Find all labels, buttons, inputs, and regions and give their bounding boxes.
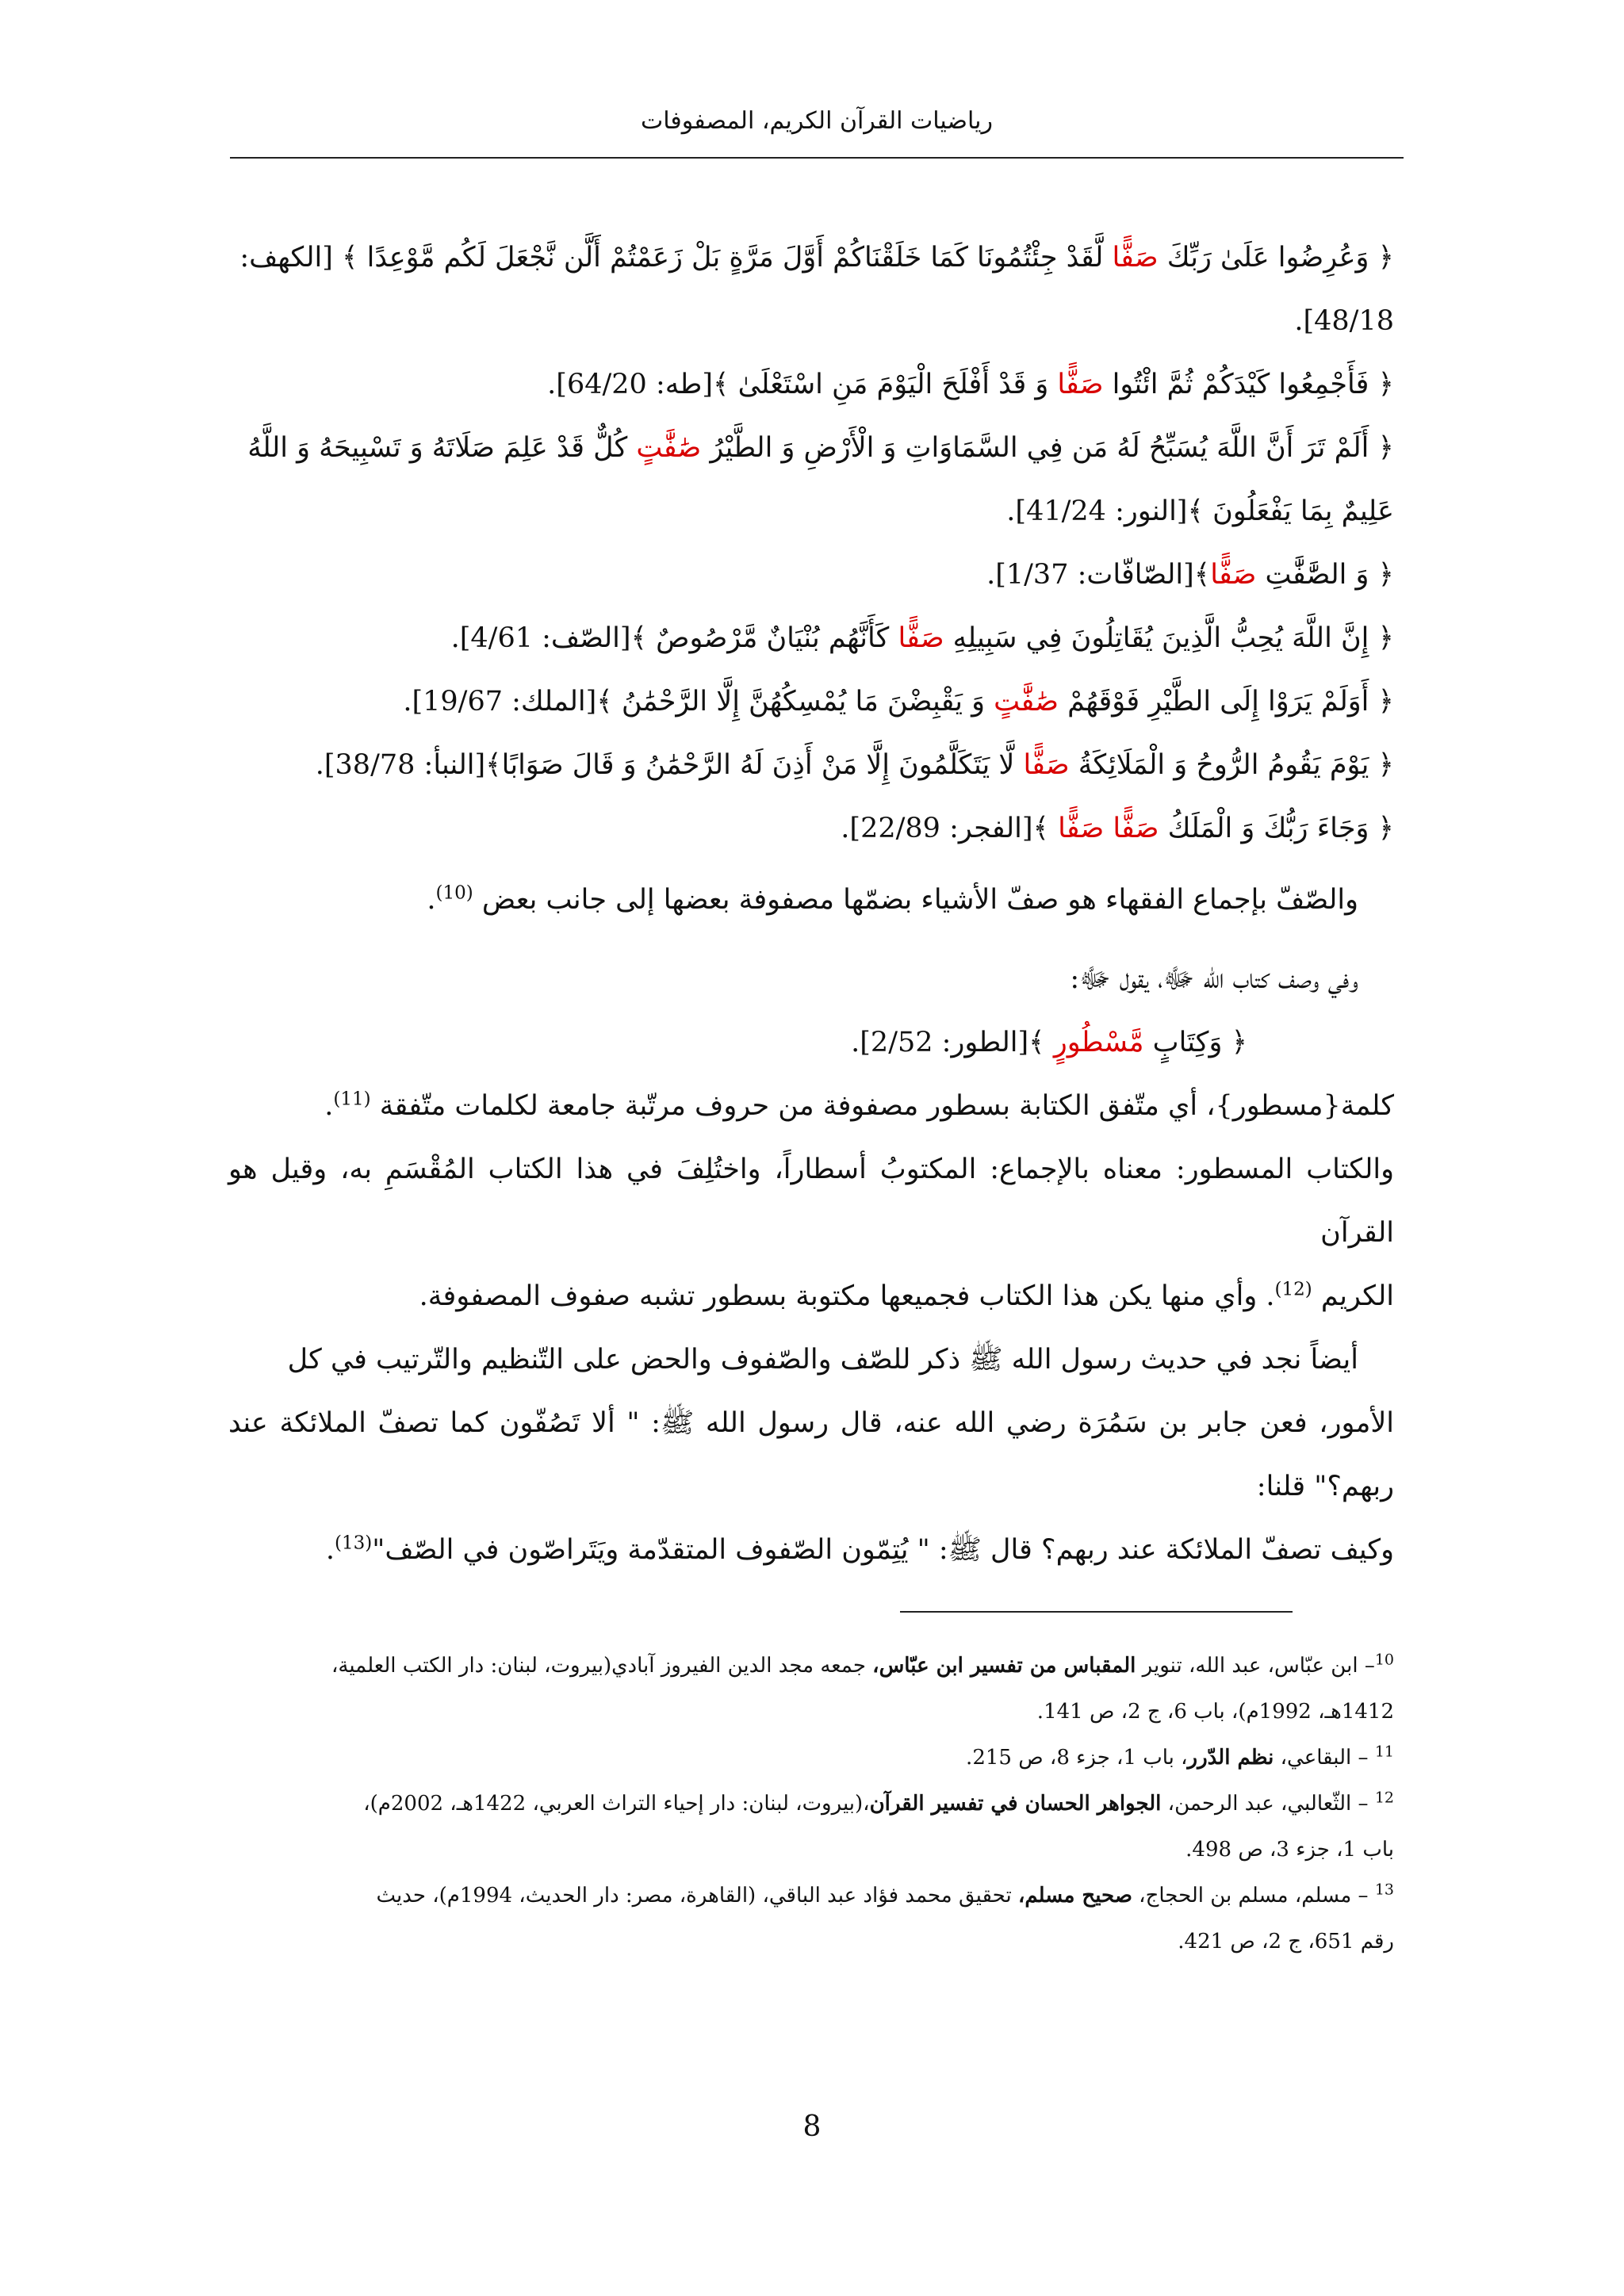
footnote-13 [228, 1873, 1394, 1965]
highlighted-word: صَفًّا [1023, 749, 1070, 781]
verse-text: ﴾[الفجر: 22/89]. [841, 813, 1059, 844]
verse-text: ﴾[الصّافّات: 1/37]. [986, 559, 1211, 591]
paragraph-text: الكريم [1320, 1280, 1394, 1312]
footnote-separator [900, 1611, 1293, 1613]
highlighted-word: صَٰفَّٰتٍ [636, 432, 702, 464]
highlighted-word: صَٰفَّٰتٍ [994, 686, 1059, 718]
paragraph-saff-definition [228, 868, 1394, 932]
paragraph-text: . [325, 1534, 335, 1566]
verse-text: لَّا يَتَكَلَّمُونَ إِلَّا مَنْ أَذِنَ لَهُ الرَّحْمَٰنُ وَ قَالَ صَوَابًا﴾[النبأ: 38/78]. [315, 749, 1024, 781]
paragraph-text: . [427, 884, 436, 916]
paragraph-kitab-mastur-continuation [228, 1265, 1394, 1328]
paragraph-hadith: أيضاً نجد في حديث رسول الله ﷺ ذكر للصّف والصّفوف والحض على التّنظيم والتّرتيب في كل [287, 1344, 1358, 1376]
verse-text: ﴿ وَ الصَّٰفَّٰتِ [1256, 559, 1394, 591]
footnote-12 [228, 1781, 1394, 1873]
footnote-number: 13 [1374, 1881, 1394, 1899]
verse-text: ﴿ أَلَمْ تَرَ أَنَّ اللَّهَ يُسَبِّحُ لَهُ مَن فِي السَّمَاوَاتِ وَ الْأَرْضِ وَ الطَّيْرُ [701, 432, 1394, 464]
verse-text: لَّقَدْ جِئْتُمُونَا كَمَا خَلَقْنَاكُمْ أَوَّلَ مَرَّةٍ بَلْ زَعَمْتُمْ أَلَّن نَّجْعَلَ لَكُم مَّوْعِدًا ﴾ [الكهف: [239, 242, 1113, 274]
footnote-text: رقم 651، ج 2، ص 421. [1178, 1930, 1394, 1954]
verse-text: ﴿ إِنَّ اللَّهَ يُحِبُّ الَّذِينَ يُقَاتِلُونَ فِي سَبِيلِهِ [944, 622, 1394, 654]
footnote-text: ، باب 1، جزء 8، ص 215. [966, 1746, 1188, 1770]
verse-saffat [228, 543, 1394, 607]
highlighted-word: صَفًّا [1210, 559, 1257, 591]
verse-text: ﴿ فَأَجْمِعُوا كَيْدَكُمْ ثُمَّ ائْتُوا [1103, 369, 1394, 400]
paragraph-text: وكيف تصفّ الملائكة عند ربهم؟ قال ﷺ: " يُتِمّون الصّفوف المتقدّمة ويَتَراصّون في الصّف" [372, 1534, 1394, 1566]
paragraph-book-description: وفي وصف كتاب الله ﷻ، يقول ﷻ: [1070, 963, 1358, 995]
footnote-ref: (11) [333, 1089, 371, 1110]
verse-saff [228, 607, 1394, 670]
footnote-11 [228, 1735, 1394, 1781]
verse-nur [228, 416, 1394, 480]
page-number: 8 [802, 2110, 822, 2143]
footnote-text: باب 1، جزء 3، ص 498. [1185, 1838, 1394, 1862]
footnote-number: 10 [1374, 1651, 1394, 1669]
footnote-text: – ابن عبّاس، عبد الله، تنوير [1136, 1654, 1375, 1678]
footnote-ref: (13) [335, 1533, 373, 1554]
paragraph-text: . وأي منها يكن هذا الكتاب فجميعها مكتوبة بسطور تشبه صفوف المصفوفة. [419, 1280, 1275, 1312]
footnote-text: جمعه مجد الدين الفيروز آبادي(بيروت، لبنان: دار الكتب العلمية، [331, 1654, 873, 1678]
footnote-number: 12 [1374, 1789, 1394, 1807]
verse-taha [228, 353, 1394, 416]
highlighted-word: صَفًّا صَفًّا [1058, 813, 1159, 844]
paragraph-text: كلمة{مسطور}، أي متّفق الكتابة بسطور مصفوفة من حروف مرتّبة جامعة لكلمات متّفقة [379, 1090, 1394, 1122]
highlighted-word: مَّسْطُورٍ [1053, 1027, 1144, 1058]
running-header: رياضيات القرآن الكريم، المصفوفات [641, 107, 993, 135]
verse-tur [228, 1011, 1394, 1074]
header-rule [230, 157, 1404, 159]
paragraph-hadith-line3 [228, 1518, 1394, 1582]
highlighted-word: صَفًّا [1112, 242, 1159, 274]
highlighted-word: صَفًّا [898, 622, 944, 654]
verse-naba [228, 733, 1394, 797]
paragraph-text: والصّفّ بإجماع الفقهاء هو صفّ الأشياء بضمّها مصفوفة بعضها إلى جانب بعض [481, 884, 1358, 916]
verse-fajr [228, 797, 1394, 860]
verse-text: كُلٌّ قَدْ عَلِمَ صَلَاتَهُ وَ تَسْبِيحَهُ وَ اللَّهُ [247, 432, 637, 464]
verse-text: وَ يَقْبِضْنَ مَا يُمْسِكُهُنَّ إِلَّا الرَّحْمَٰنُ ﴾[الملك: 19/67]. [403, 686, 994, 718]
verse-text: كَأَنَّهُم بُنْيَانٌ مَّرْصُوصٌ ﴾[الصّف: 4/61]. [450, 622, 898, 654]
verse-text: ﴿ وَجَاءَ رَبُّكَ وَ الْمَلَكُ [1159, 813, 1394, 844]
verse-nur-continuation: عَلِيمٌ بِمَا يَفْعَلُونَ ﴾[النور: 41/24]. [1006, 496, 1394, 527]
footnote-book-title: الجواهر الحسان في تفسير القرآن [869, 1792, 1162, 1816]
paragraph-hadith-line2: الأمور، فعن جابر بن سَمُرَة رضي الله عنه، قال رسول الله ﷺ: " ألا تَصُفّون كما تصفّ الملائكة عند ربهم؟" قلنا: [228, 1407, 1394, 1502]
footnote-text: ،(بيروت، لبنان: دار إحياء التراث العربي، 1422هـ، 2002م)، [363, 1792, 870, 1816]
footnote-ref: (10) [435, 882, 473, 904]
verse-text: وَ قَدْ أَفْلَحَ الْيَوْمَ مَنِ اسْتَعْلَىٰ ﴾[طه: 64/20]. [547, 369, 1058, 400]
verse-text: ﴾[الطور: 2/52]. [851, 1027, 1054, 1058]
paragraph-kitab-mastur: والكتاب المسطور: معناه بالإجماع: المكتوبُ أسطاراً، واختُلِفَ في هذا الكتاب المُقْسَمِ به، وقيل هو القرآن [228, 1154, 1394, 1249]
footnote-text: – البقاعي، [1274, 1746, 1375, 1770]
verse-kahf [228, 226, 1394, 289]
verse-text: ﴿ وَكِتَابٍ [1143, 1027, 1247, 1058]
footnote-10 [228, 1643, 1394, 1735]
footnote-text: تحقيق محمد فؤاد عبد الباقي، (القاهرة، مصر: دار الحديث، 1994م)، حديث [376, 1884, 1018, 1908]
verse-mulk [228, 670, 1394, 733]
main-text [228, 226, 1394, 1582]
footnote-text: – الثّعالبي، عبد الرحمن، [1161, 1792, 1375, 1816]
footnote-text: 1412هـ، 1992م)، باب 6، ج 2، ص 141. [1036, 1700, 1394, 1724]
verse-text: ﴿ وَعُرِضُوا عَلَىٰ رَبِّكَ [1158, 242, 1394, 274]
verse-kahf-continuation: 48/18]. [1294, 305, 1394, 337]
footnote-ref: (12) [1274, 1279, 1312, 1300]
footnote-text: – مسلم، مسلم بن الحجاج، [1132, 1884, 1375, 1908]
footnotes [228, 1643, 1394, 1965]
footnote-book-title: صحيح مسلم، [1017, 1884, 1132, 1908]
footnote-number: 11 [1374, 1743, 1394, 1761]
footnote-book-title: المقباس من تفسير ابن عبّاس، [872, 1654, 1136, 1678]
verse-text: ﴿ أَوَلَمْ يَرَوْا إِلَى الطَّيْرِ فَوْقَهُمْ [1058, 686, 1394, 718]
footnote-book-title: نظم الدّرر [1187, 1746, 1274, 1770]
paragraph-mastur [228, 1074, 1394, 1138]
verse-text: ﴿ يَوْمَ يَقُومُ الرُّوحُ وَ الْمَلَائِكَةُ [1069, 749, 1394, 781]
paragraph-text: . [324, 1090, 334, 1122]
highlighted-word: صَفًّا [1057, 369, 1104, 400]
